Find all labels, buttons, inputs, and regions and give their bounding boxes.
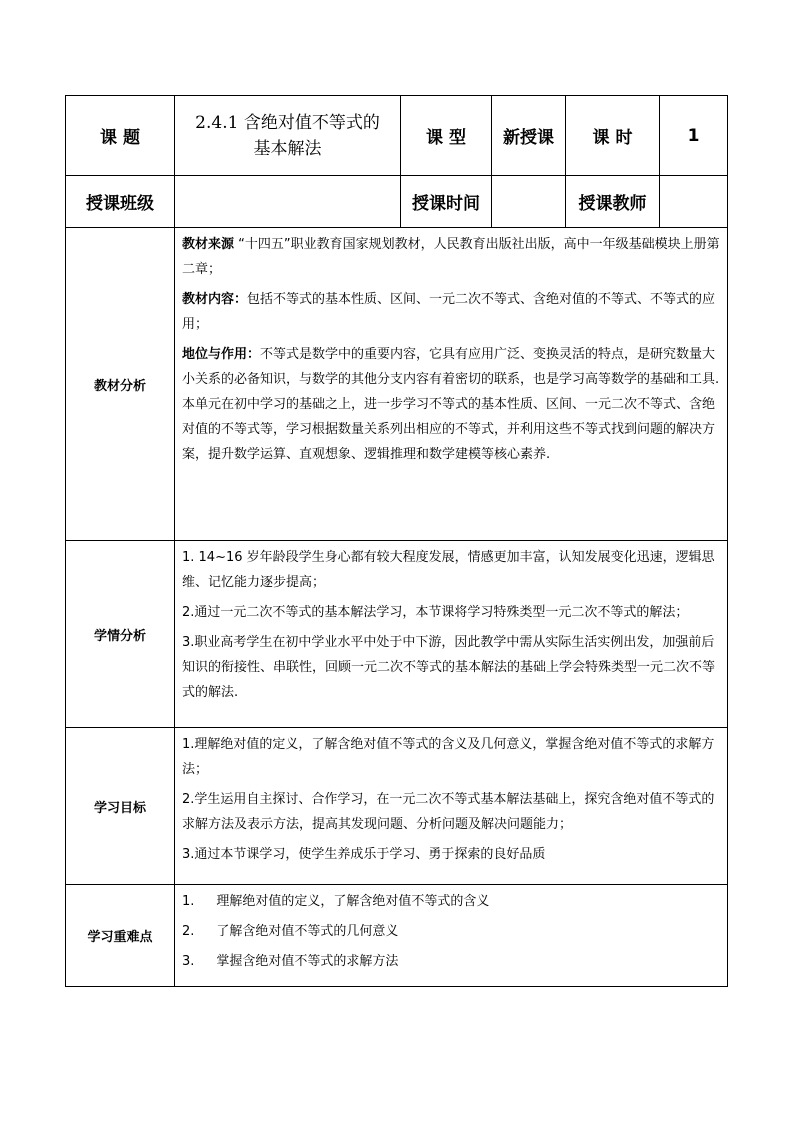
- key-point-text: 了解含绝对值不等式的几何意义: [216, 924, 399, 939]
- key-point-item: [182, 889, 720, 914]
- key-point-item: [182, 949, 720, 974]
- header-row-1: [66, 96, 728, 176]
- time-label: 授课时间: [401, 176, 492, 228]
- learning-objectives-row: [66, 728, 728, 885]
- topic-value-line1: 2.4.1 含绝对值不等式的: [195, 112, 380, 133]
- student-analysis-row: [66, 541, 728, 728]
- class-label: 授课班级: [66, 176, 175, 228]
- student-analysis-label: 学情分析: [66, 541, 175, 728]
- hours-value: 1: [660, 96, 728, 176]
- header-row-2: [66, 176, 728, 228]
- key-point-text: 掌握含绝对值不等式的求解方法: [216, 954, 399, 969]
- key-points-row: [66, 885, 728, 987]
- type-value: 新授课: [492, 96, 566, 176]
- textbook-analysis-content: [175, 228, 728, 541]
- textbook-analysis-row: [66, 228, 728, 541]
- teacher-label: 授课教师: [566, 176, 660, 228]
- student-analysis-item: 3.职业高考学生在初中学业水平中处于中下游，因此教学中需从实际生活实例出发，加强前后知识的衔接性、串联性，回顾一元二次不等式的基本解法的基础上学会特殊类型一元二次不等式的解法.: [182, 635, 716, 700]
- type-label: 课 型: [401, 96, 492, 176]
- textbook-content-text: 包括不等式的基本性质、区间、一元二次不等式、含绝对值的不等式、不等式的应用；: [182, 292, 716, 332]
- key-point-number: 3.: [182, 954, 195, 969]
- topic-value: [175, 96, 401, 176]
- key-point-number: 1.: [182, 894, 195, 909]
- key-point-item: [182, 919, 720, 944]
- textbook-source: [182, 232, 720, 282]
- learning-objective-item: 1.理解绝对值的定义，了解含绝对值不等式的含义及几何意义，掌握含绝对值不等式的求解方法；: [182, 737, 715, 777]
- topic-label: 课 题: [66, 96, 175, 176]
- key-points-content: [175, 885, 728, 987]
- topic-value-line2: 基本解法: [253, 138, 322, 159]
- textbook-source-text: “十四五”职业教育国家规划教材，人民教育出版社出版，高中一年级基础模块上册第二章；: [182, 237, 720, 277]
- learning-objective-item: 3.通过本节课学习，使学生养成乐于学习、勇于探索的良好品质: [182, 847, 546, 862]
- lesson-plan-table: [65, 95, 728, 987]
- textbook-source-lead: 教材来源: [182, 237, 235, 252]
- textbook-analysis-label: 教材分析: [66, 228, 175, 541]
- textbook-content-lead: 教材内容：: [182, 292, 248, 307]
- student-analysis-item: 1. 14~16 岁年龄段学生身心都有较大程度发展，情感更加丰富，认知发展变化迅速，逻辑思维、记忆能力逐步提高；: [182, 550, 715, 590]
- key-point-text: 理解绝对值的定义，了解含绝对值不等式的含义: [216, 894, 490, 909]
- key-point-number: 2.: [182, 924, 195, 939]
- student-analysis-content: [175, 541, 728, 728]
- class-value: [175, 176, 401, 228]
- learning-objective-item: 2.学生运用自主探讨、合作学习，在一元二次不等式基本解法基础上，探究含绝对值不等式的求解方法及表示方法，提高其发现问题、分析问题及解决问题能力；: [182, 792, 715, 832]
- learning-objectives-label: 学习目标: [66, 728, 175, 885]
- textbook-content: [182, 287, 720, 337]
- time-value: [492, 176, 566, 228]
- textbook-role-lead: 地位与作用：: [182, 347, 261, 362]
- textbook-role-text: 不等式是数学中的重要内容，它具有应用广泛、变换灵活的特点，是研究数量大小关系的必备知识，与数学的其他分支内容有着密切的联系，也是学习高等数学的基础和工具.本单元在初中学习的基础之上，进一步学习不等式的基本性质、区间、一元二次不等式、含绝对值的不等式等，学习根据数量关系列出相应的不等式，并利用这些不等式找到问题的解决方案，提升数学运算、直观想象、逻辑推理和数学建模等核心素养.: [182, 347, 720, 462]
- student-analysis-item: 2.通过一元二次不等式的基本解法学习，本节课将学习特殊类型一元二次不等式的解法；: [182, 605, 689, 620]
- learning-objectives-content: [175, 728, 728, 885]
- textbook-role: [182, 342, 720, 467]
- hours-label: 课 时: [566, 96, 660, 176]
- key-points-label: 学习重难点: [66, 885, 175, 987]
- teacher-value: [660, 176, 728, 228]
